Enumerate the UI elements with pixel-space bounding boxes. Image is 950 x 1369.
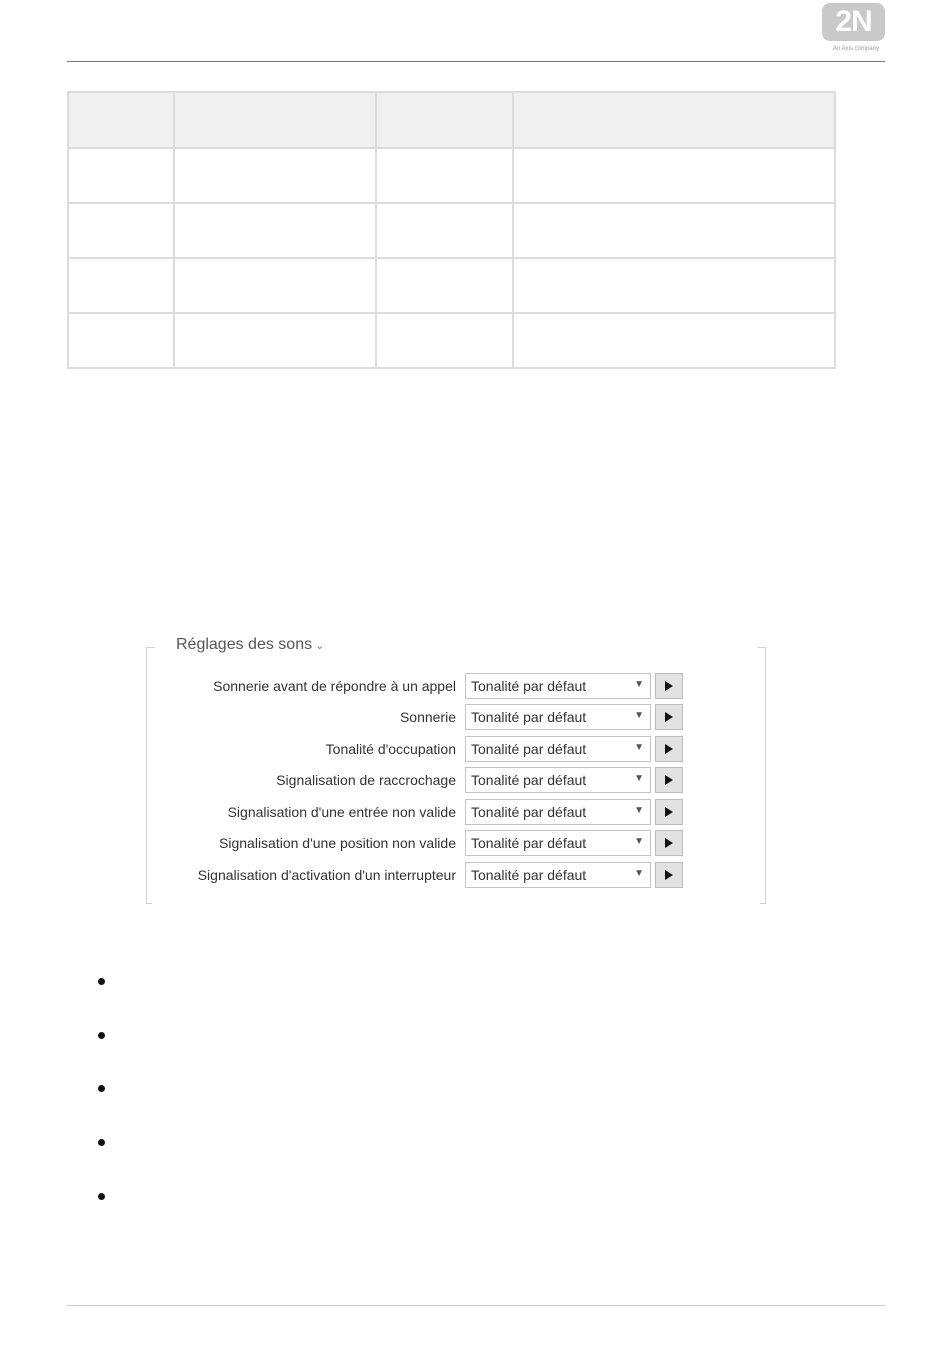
table-cell — [68, 313, 174, 368]
play-icon — [665, 870, 673, 880]
sound-settings-panel — [146, 636, 766, 904]
play-button[interactable] — [655, 862, 683, 888]
play-button[interactable] — [655, 799, 683, 825]
panel-border-bottom-left — [146, 903, 152, 904]
table-cell — [513, 203, 835, 258]
tone-select[interactable] — [465, 799, 651, 825]
table-cell — [376, 313, 513, 368]
table-cell — [376, 148, 513, 203]
table-cell — [174, 203, 376, 258]
tone-select-value: Tonalité par défaut — [471, 709, 587, 725]
table-cell — [68, 258, 174, 313]
tone-select-value: Tonalité par défaut — [471, 678, 587, 694]
chevron-down-icon: ⌄ — [315, 640, 325, 652]
logo-badge: 2N — [822, 3, 885, 41]
tone-select[interactable] — [465, 704, 651, 730]
table-row — [68, 203, 835, 258]
table-cell — [68, 203, 174, 258]
sound-row — [146, 704, 766, 730]
tone-select[interactable] — [465, 862, 651, 888]
play-icon — [665, 712, 673, 722]
table-cell — [174, 148, 376, 203]
dropdown-arrow-icon: ▼ — [634, 805, 644, 816]
play-icon — [665, 838, 673, 848]
tone-select-value: Tonalité par défaut — [471, 741, 587, 757]
tone-select[interactable] — [465, 767, 651, 793]
bullet-icon — [98, 978, 105, 985]
sound-row — [146, 767, 766, 793]
dropdown-arrow-icon: ▼ — [634, 773, 644, 784]
sound-row — [146, 673, 766, 699]
table-cell — [68, 148, 174, 203]
dropdown-arrow-icon: ▼ — [634, 742, 644, 753]
bullet-icon — [98, 1193, 105, 1200]
panel-border-bottom-right — [760, 903, 766, 904]
sound-row — [146, 862, 766, 888]
table-cell — [376, 258, 513, 313]
tone-select-value: Tonalité par défaut — [471, 867, 587, 883]
tone-select[interactable] — [465, 830, 651, 856]
tone-select[interactable] — [465, 736, 651, 762]
sound-row-label: Sonnerie avant de répondre à un appel — [213, 678, 456, 694]
bullet-icon — [98, 1085, 105, 1092]
table-header-cell — [513, 92, 835, 148]
parameter-table — [67, 91, 836, 369]
play-button[interactable] — [655, 736, 683, 762]
panel-border-top-right — [758, 647, 766, 648]
dropdown-arrow-icon: ▼ — [634, 679, 644, 690]
play-icon — [665, 775, 673, 785]
dropdown-arrow-icon: ▼ — [634, 710, 644, 721]
sound-row-label: Tonalité d'occupation — [325, 741, 456, 757]
sound-row-label: Signalisation d'une position non valide — [219, 835, 456, 851]
brand-logo — [822, 3, 885, 52]
panel-border-top-left — [146, 647, 155, 648]
bullet-icon — [98, 1032, 105, 1039]
table-header-row — [68, 92, 835, 148]
sound-row — [146, 736, 766, 762]
table-row — [68, 258, 835, 313]
play-button[interactable] — [655, 767, 683, 793]
table-cell — [174, 258, 376, 313]
play-icon — [665, 681, 673, 691]
table-header-cell — [376, 92, 513, 148]
dropdown-arrow-icon: ▼ — [634, 836, 644, 847]
sound-row — [146, 799, 766, 825]
sound-row-label: Sonnerie — [399, 709, 456, 725]
tone-select-value: Tonalité par défaut — [471, 772, 587, 788]
sound-row-label: Signalisation de raccrochage — [276, 772, 456, 788]
play-button[interactable] — [655, 830, 683, 856]
bullet-icon — [98, 1139, 105, 1146]
logo-tagline: An Axis company — [832, 46, 880, 52]
table-row — [68, 148, 835, 203]
tone-select-value: Tonalité par défaut — [471, 804, 587, 820]
play-icon — [665, 807, 673, 817]
sound-row-label: Signalisation d'activation d'un interrupteur — [197, 867, 456, 883]
sound-row — [146, 830, 766, 856]
sound-row-label: Signalisation d'une entrée non valide — [227, 804, 456, 820]
header-divider — [67, 61, 885, 62]
panel-title: Réglages des sons — [176, 636, 313, 653]
table-cell — [376, 203, 513, 258]
play-button[interactable] — [655, 704, 683, 730]
table-row — [68, 313, 835, 368]
footer-divider — [67, 1305, 885, 1306]
play-icon — [665, 744, 673, 754]
table-cell — [513, 258, 835, 313]
dropdown-arrow-icon: ▼ — [634, 868, 644, 879]
tone-select-value: Tonalité par défaut — [471, 835, 587, 851]
table-header-cell — [174, 92, 376, 148]
table-header-cell — [68, 92, 174, 148]
table-cell — [513, 313, 835, 368]
panel-title-toggle[interactable] — [174, 636, 326, 654]
table-cell — [174, 313, 376, 368]
tone-select[interactable] — [465, 673, 651, 699]
play-button[interactable] — [655, 673, 683, 699]
table-cell — [513, 148, 835, 203]
